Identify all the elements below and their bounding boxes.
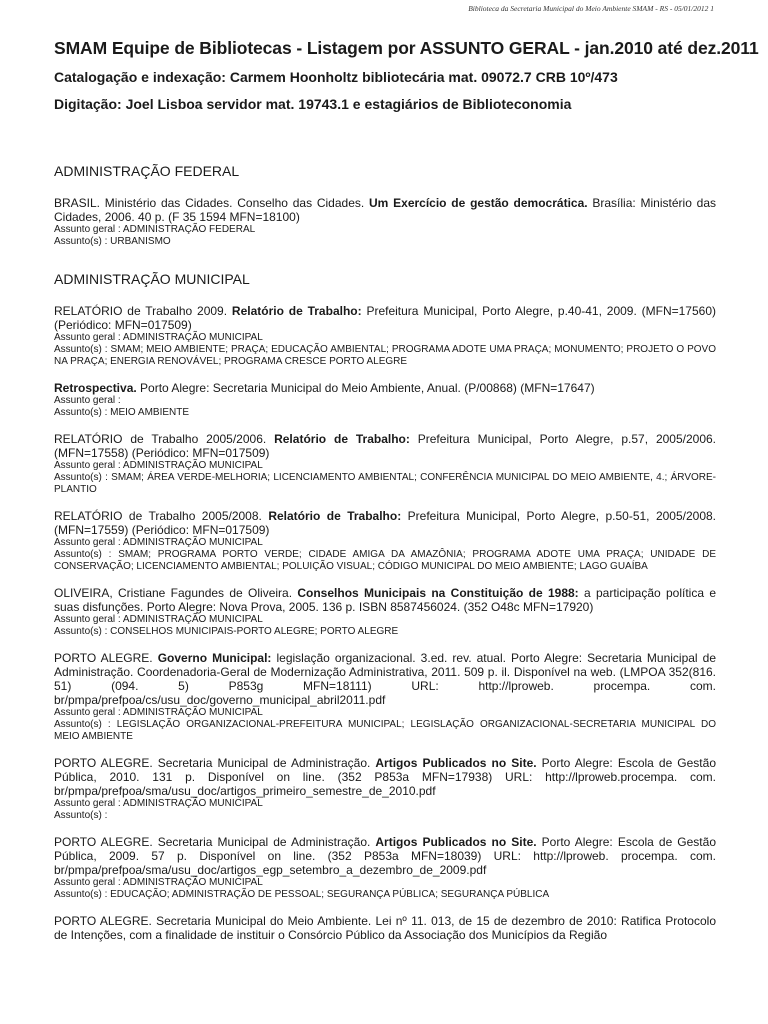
- citation-text: [54, 756, 716, 798]
- citation-details: a participação política e suas disfunções. Porto Alegre: Nova Prova, 2005. 136 p. ISBN 8587456024. (352 O48c MFN=17920): [54, 586, 717, 614]
- assunto-geral: Assunto geral : ADMINISTRAÇÃO MUNICIPAL: [54, 537, 263, 548]
- citation-author: PORTO ALEGRE. Secretaria Municipal de Administração.: [54, 756, 376, 770]
- assuntos: Assunto(s) : URBANISMO: [54, 236, 171, 247]
- title-block: [54, 38, 766, 123]
- bibliographic-entry: [54, 196, 716, 248]
- citation-title: Um Exercício de gestão democrática.: [369, 196, 588, 210]
- assunto-geral: Assunto geral : ADMINISTRAÇÃO MUNICIPAL: [54, 707, 263, 718]
- bibliographic-entry: [54, 304, 716, 368]
- citation-details: Porto Alegre: Escola de Gestão Pública, 2010. 131 p. Disponível on line. (352 P853a MFN=17938) URL: http://lproweb.procempa. com. br/pmpa/prefpoa/sma/usu_doc/artigos_primeiro_semestre_de_2010.pdf: [54, 756, 716, 798]
- bibliographic-entry: [54, 381, 716, 419]
- citation-details: Brasília: Ministério das Cidades, 2006. 40 p. (F 35 1594 MFN=18100): [54, 196, 716, 224]
- citation-author: OLIVEIRA, Cristiane Fagundes de Oliveira.: [54, 586, 298, 600]
- citation-details: Prefeitura Municipal, Porto Alegre, p.40-41, 2009. (MFN=17560) (Periódico: MFN=017509): [54, 304, 717, 332]
- assunto-geral: Assunto geral : ADMINISTRAÇÃO MUNICIPAL: [54, 614, 263, 625]
- citation-details: Prefeitura Municipal, Porto Alegre, p.57, 2005/2006. (MFN=17558) (Periódico: MFN=017509): [54, 432, 716, 460]
- citation-author: PORTO ALEGRE. Secretaria Municipal do Meio Ambiente. Lei nº 11. 013, de 15 de dezembro de 2010: Ratifica Protocolo de Intenções, com a finalidade de instituir o Consórcio Público da Associação dos Municípios da Região: [54, 914, 716, 942]
- citation-title: Relatório de Trabalho:: [268, 509, 402, 523]
- subject-section: [54, 271, 716, 942]
- citation-text: [54, 196, 716, 224]
- assunto-geral: Assunto geral : ADMINISTRAÇÃO FEDERAL: [54, 224, 256, 235]
- assunto-geral: Assunto geral :: [54, 395, 121, 406]
- typing-line: Digitação: Joel Lisboa servidor mat. 19743.1 e estagiários de Biblioteconomia: [54, 96, 572, 112]
- citation-text: [54, 586, 716, 614]
- assuntos: Assunto(s) : EDUCAÇÃO; ADMINISTRAÇÃO DE PESSOAL; SEGURANÇA PÚBLICA; SEGURANÇA PÚBLICA: [54, 889, 550, 900]
- citation-text: [54, 509, 716, 537]
- citation-text: [54, 381, 716, 395]
- citation-text: [54, 914, 716, 942]
- bibliography-list: [54, 163, 716, 955]
- citation-author: RELATÓRIO de Trabalho 2009.: [54, 304, 232, 318]
- bibliographic-entry: [54, 651, 716, 743]
- citation-text: [54, 651, 716, 707]
- citation-text: [54, 835, 716, 877]
- citation-author: PORTO ALEGRE. Secretaria Municipal de Administração.: [54, 835, 376, 849]
- citation-author: RELATÓRIO de Trabalho 2005/2008.: [54, 509, 269, 523]
- citation-text: [54, 432, 716, 460]
- citation-author: BRASIL. Ministério das Cidades. Conselho das Cidades.: [54, 196, 370, 210]
- assuntos: Assunto(s) :: [54, 810, 108, 821]
- bibliographic-entry: [54, 432, 716, 496]
- citation-title: Conselhos Municipais na Constituição de 1988:: [297, 586, 579, 600]
- citation-details: Porto Alegre: Secretaria Municipal do Meio Ambiente, Anual. (P/00868) (MFN=17647): [136, 381, 595, 395]
- catalog-line: Catalogação e indexação: Carmem Hoonholtz bibliotecária mat. 09072.7 CRB 10º/473: [54, 69, 618, 85]
- running-header: Biblioteca da Secretaria Municipal do Meio Ambiente SMAM - RS - 05/01/2012 1: [468, 4, 714, 13]
- citation-title: Relatório de Trabalho:: [274, 432, 410, 446]
- assunto-geral: Assunto geral : ADMINISTRAÇÃO MUNICIPAL: [54, 798, 263, 809]
- citation-title: Artigos Publicados no Site.: [375, 756, 537, 770]
- section-heading: ADMINISTRAÇÃO FEDERAL: [54, 163, 240, 179]
- assuntos: Assunto(s) : SMAM; MEIO AMBIENTE; PRAÇA; EDUCAÇÃO AMBIENTAL; PROGRAMA ADOTE UMA PRAÇA; MONUMENTO; PROJETO O POVO NA PRAÇA; ENERGIA RENOVÁVEL; PROGRAMA CRESCE PORTO ALEGRE: [54, 344, 716, 367]
- bibliographic-entry: [54, 835, 716, 901]
- assuntos: Assunto(s) : CONSELHOS MUNICIPAIS-PORTO ALEGRE; PORTO ALEGRE: [54, 626, 399, 637]
- page-title: SMAM Equipe de Bibliotecas - Listagem por ASSUNTO GERAL - jan.2010 até dez.2011: [54, 38, 759, 58]
- citation-title: Governo Municipal:: [157, 651, 272, 665]
- citation-author: PORTO ALEGRE.: [54, 651, 158, 665]
- citation-title: Artigos Publicados no Site.: [375, 835, 537, 849]
- citation-text: [54, 304, 716, 332]
- assuntos: Assunto(s) : MEIO AMBIENTE: [54, 407, 190, 418]
- bibliographic-entry: [54, 756, 716, 822]
- bibliographic-entry: [54, 509, 716, 573]
- citation-details: Prefeitura Municipal, Porto Alegre, p.50-51, 2005/2008. (MFN=17559) (Periódico: MFN=017509): [54, 509, 716, 537]
- subject-section: [54, 163, 716, 248]
- assuntos: Assunto(s) : SMAM; PROGRAMA PORTO VERDE; CIDADE AMIGA DA AMAZÔNIA; PROGRAMA ADOTE UMA PRAÇA; UNIDADE DE CONSERVAÇÃO; LICENCIAMENTO AMBIENTAL; POLUIÇÃO VISUAL; CÓDIGO MUNICIPAL DO MEIO AMBIENTE; LAGO GUAÍBA: [54, 549, 716, 572]
- assuntos: Assunto(s) : SMAM; ÁREA VERDE-MELHORIA; LICENCIAMENTO AMBIENTAL; CONFERÊNCIA MUNICIPAL DO MEIO AMBIENTE, 4.; ÁRVORE-PLANTIO: [54, 472, 716, 495]
- assunto-geral: Assunto geral : ADMINISTRAÇÃO MUNICIPAL: [54, 877, 263, 888]
- bibliographic-entry: [54, 914, 716, 942]
- assunto-geral: Assunto geral : ADMINISTRAÇÃO MUNICIPAL: [54, 460, 263, 471]
- citation-title: Relatório de Trabalho:: [231, 304, 362, 318]
- bibliographic-entry: [54, 586, 716, 638]
- citation-author: RELATÓRIO de Trabalho 2005/2006.: [54, 432, 275, 446]
- section-heading: ADMINISTRAÇÃO MUNICIPAL: [54, 271, 250, 287]
- assuntos: Assunto(s) : LEGISLAÇÃO ORGANIZACIONAL-PREFEITURA MUNICIPAL; LEGISLAÇÃO ORGANIZACIONAL-SECRETARIA MUNICIPAL DO MEIO AMBIENTE: [54, 719, 716, 742]
- citation-title: Retrospectiva.: [54, 381, 137, 395]
- citation-details: Porto Alegre: Escola de Gestão Pública, 2009. 57 p. Disponível on line. (352 P853a MFN=18039) URL: http://lproweb. procempa. com. br/pmpa/prefpoa/sma/usu_doc/artigos_egp_setembro_a_dezembro_de_2009.pdf: [54, 835, 716, 877]
- assunto-geral: Assunto geral : ADMINISTRAÇÃO MUNICIPAL: [54, 332, 263, 343]
- citation-details: legislação organizacional. 3.ed. rev. atual. Porto Alegre: Secretaria Municipal de Administração. Coordenadoria-Geral de Modernização Administrativa, 2011. 509 p. il. Disponível na web. (LMPOA 352(816. 51) (094. 5) P853g MFN=18111) URL: http://lproweb. procempa. com. br/pmpa/prefpoa/cs/usu_doc/governo_municipal_abril2011.pdf: [54, 651, 716, 707]
